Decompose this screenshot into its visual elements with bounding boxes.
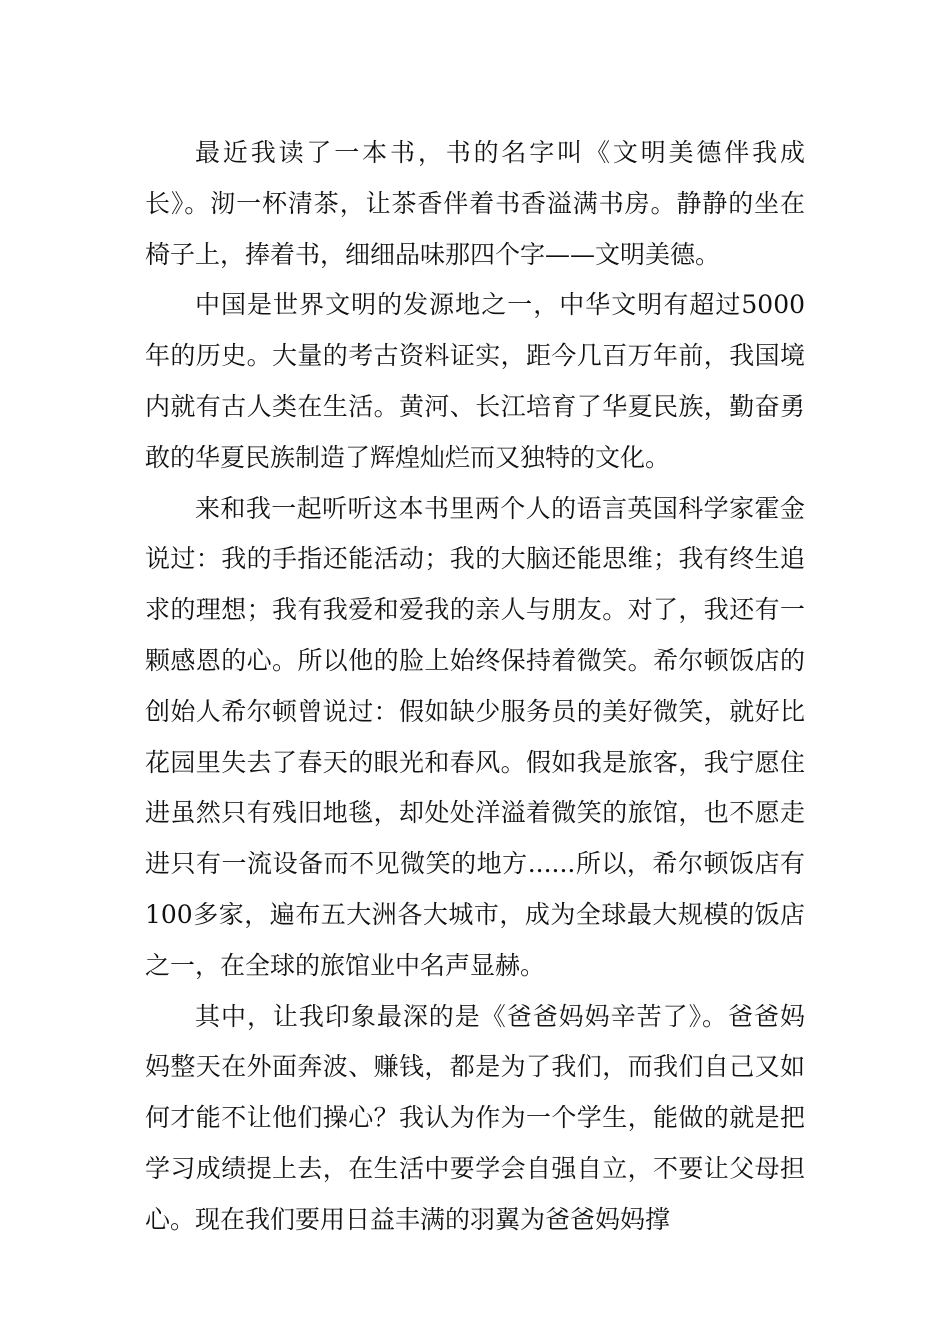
- document-body: [145, 128, 805, 1246]
- paragraph-chinese-civilization: 中国是世界文明的发源地之一，中华文明有超过5000年的历史。大量的考古资料证实，距今几百万年前，我国境内就有古人类在生活。黄河、长江培育了华夏民族，勤奋勇敢的华夏民族制造了辉煌灿烂而又独特的文化。: [145, 290, 805, 472]
- paragraph-quotes: 来和我一起听听这本书里两个人的语言英国科学家霍金说过：我的手指还能活动；我的大脑还能思维；我有终生追求的理想；我有我爱和爱我的亲人与朋友。对了，我还有一颗感恩的心。所以他的脸上始终保持着微笑。希尔顿饭店的创始人希尔顿曾说过：假如缺少服务员的美好微笑，就好比花园里失去了春天的眼光和春风。假如我是旅客，我宁愿住进虽然只有残旧地毯，却处处洋溢着微笑的旅馆，也不愿走进只有一流设备而不见微笑的地方......所以，希尔顿饭店有100多家，遍布五大洲各大城市，成为全球最大规模的饭店之一，在全球的旅馆业中名声显赫。: [145, 493, 805, 980]
- paragraph-parents: 其中，让我印象最深的是《爸爸妈妈辛苦了》。爸爸妈妈整天在外面奔波、赚钱，都是为了我们，而我们自己又如何才能不让他们操心？我认为作为一个学生，能做的就是把学习成绩提上去，在生活中要学会自强自立，不要让父母担心。现在我们要用日益丰满的羽翼为爸爸妈妈撑: [145, 1001, 805, 1234]
- paragraph-book-intro: 最近我读了一本书，书的名字叫《文明美德伴我成长》。沏一杯清茶，让茶香伴着书香溢满书房。静静的坐在椅子上，捧着书，细细品味那四个字——文明美德。: [145, 138, 805, 269]
